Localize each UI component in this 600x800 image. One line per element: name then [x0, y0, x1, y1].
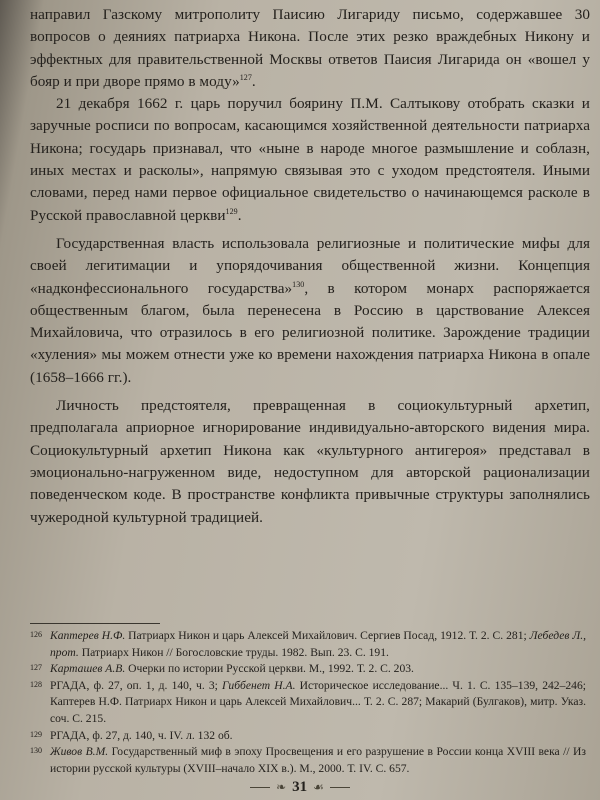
footnote-body: РГАДА, ф. 27, д. 140, ч. IV. л. 132 об.	[50, 728, 233, 742]
paragraph-4	[30, 395, 590, 529]
footnote-number: 127	[30, 663, 42, 673]
footnote-author-2: Лебедев Л., прот.	[50, 629, 586, 659]
footnote-body: Очерки по истории Русской церкви. М., 1992. Т. 2. С. 203.	[125, 662, 414, 676]
footnote-number: 129	[30, 729, 42, 739]
page-footer	[0, 776, 600, 798]
footnote-129	[30, 728, 586, 745]
footnote-body: Патриарх Никон и царь Алексей Михайлович. Сергиев Посад, 1912. Т. 2. С. 281;	[125, 629, 530, 642]
footnote-author: Карташев А.В.	[50, 662, 126, 676]
footnote-ref[interactable]: 130	[292, 279, 305, 289]
main-text	[30, 4, 590, 529]
footnote-body: РГАДА, ф. 27, оп. 1, д. 140, ч. 3;	[50, 678, 223, 692]
ornament-right-icon: ☙	[313, 779, 324, 794]
paragraph-text: 21 декабря 1662 г. царь поручил боярину П.М. Салтыкову отобрать сказки и заручные росписи по вопросам, касающимся хозяйственной деятельности патриарха Никона; государь признавал, что «ныне в народе многое размышление и соблазн, иных местах и расколы», напрямую связывая это с уходом предстоятеля. Иными словами, перед нами первое официальное свидетельство о начинающемся расколе в Русской православной церкви	[30, 95, 590, 224]
paragraph-text: направил Газскому митрополиту Паисию Лигариду письмо, содержавшее 30 вопросов о деяниях патриарха Никона. После этих резко враждебных Никону и эффектных для правительственной Москвы ответов Паисия Лигарида он «вошел у бояр и при дворе прямо в моду»	[30, 6, 590, 90]
paragraph-tail: .	[251, 72, 256, 90]
footnotes	[30, 628, 586, 777]
footnote-author: Каптерев Н.Ф.	[50, 629, 126, 642]
footnote-number: 126	[30, 630, 42, 639]
paragraph-tail: .	[237, 206, 242, 224]
page-number: 31	[292, 778, 308, 795]
footnote-ref[interactable]: 129	[225, 206, 238, 216]
footnote-text	[50, 678, 586, 728]
footnote-body-2: Патриарх Никон // Богословские труды. 1982. Вып. 23. С. 191.	[78, 645, 389, 659]
footnote-body: Государственный миф в эпоху Просвещения и его разрушение в России конца XVIII века // Из истории русской культуры (XVIII–начало XIX в.). М., 2000. Т. IV. С. 657.	[50, 745, 586, 775]
divider-line	[330, 787, 350, 788]
footnote-author: Живов В.М.	[50, 745, 109, 759]
footnote-text	[50, 661, 586, 678]
ornament-left-icon: ❧	[276, 779, 287, 794]
footnote-number: 128	[30, 679, 42, 689]
footnote-divider	[30, 623, 160, 624]
footnote-number: 130	[30, 746, 42, 756]
footnote-128	[30, 678, 586, 728]
paragraph-text: Личность предстоятеля, превращенная в социокультурный архетип, предполагала априорное игнорирование индивидуально-авторского видения мира. Социокультурный архетип Никона как «культурного антигероя» представал в эмоционально-нагруженном виде, недоступном для авторской рационализации поведенческом коде. В пространстве конфликта привычные структуры заполнялись чужеродной культурной традицией.	[30, 397, 590, 526]
paragraph-tail: , в котором монарх распоряжается общественным благом, была перенесена в Россию в царствование Алексея Михайловича, что отразилось в его религиозной политике. Зарождение традиции «хуления» мы можем отнести уже ко времени нахождения патриарха Никона в опале (1658–1666 гг.).	[30, 279, 590, 386]
paragraph-3	[30, 233, 590, 389]
footnote-127	[30, 661, 586, 678]
footnote-text	[50, 744, 586, 777]
footnote-author-2: Гиббенет Н.А.	[222, 678, 296, 692]
footnote-body-2: Историческое исследование... Ч. 1. С. 135–139, 242–246; Каптерев Н.Ф. Патриарх Никон и царь Алексей Михайлович... Т. 2. С. 287; Макарий (Булгаков), митр. Указ. соч. С. 215.	[50, 678, 586, 725]
footnote-ref[interactable]: 127	[239, 72, 252, 82]
footnote-126	[30, 628, 586, 661]
footnote-text	[50, 728, 586, 745]
footnote-text	[50, 628, 586, 661]
divider-line	[250, 787, 270, 788]
paragraph-text: Государственная власть использовала религиозные и политические мифы для своей легитимации и упорядочивания общественной жизни. Концепция «надконфессионального государства»	[30, 234, 590, 297]
paragraph-1	[30, 4, 590, 93]
footnote-130	[30, 744, 586, 777]
paragraph-2	[30, 93, 590, 227]
